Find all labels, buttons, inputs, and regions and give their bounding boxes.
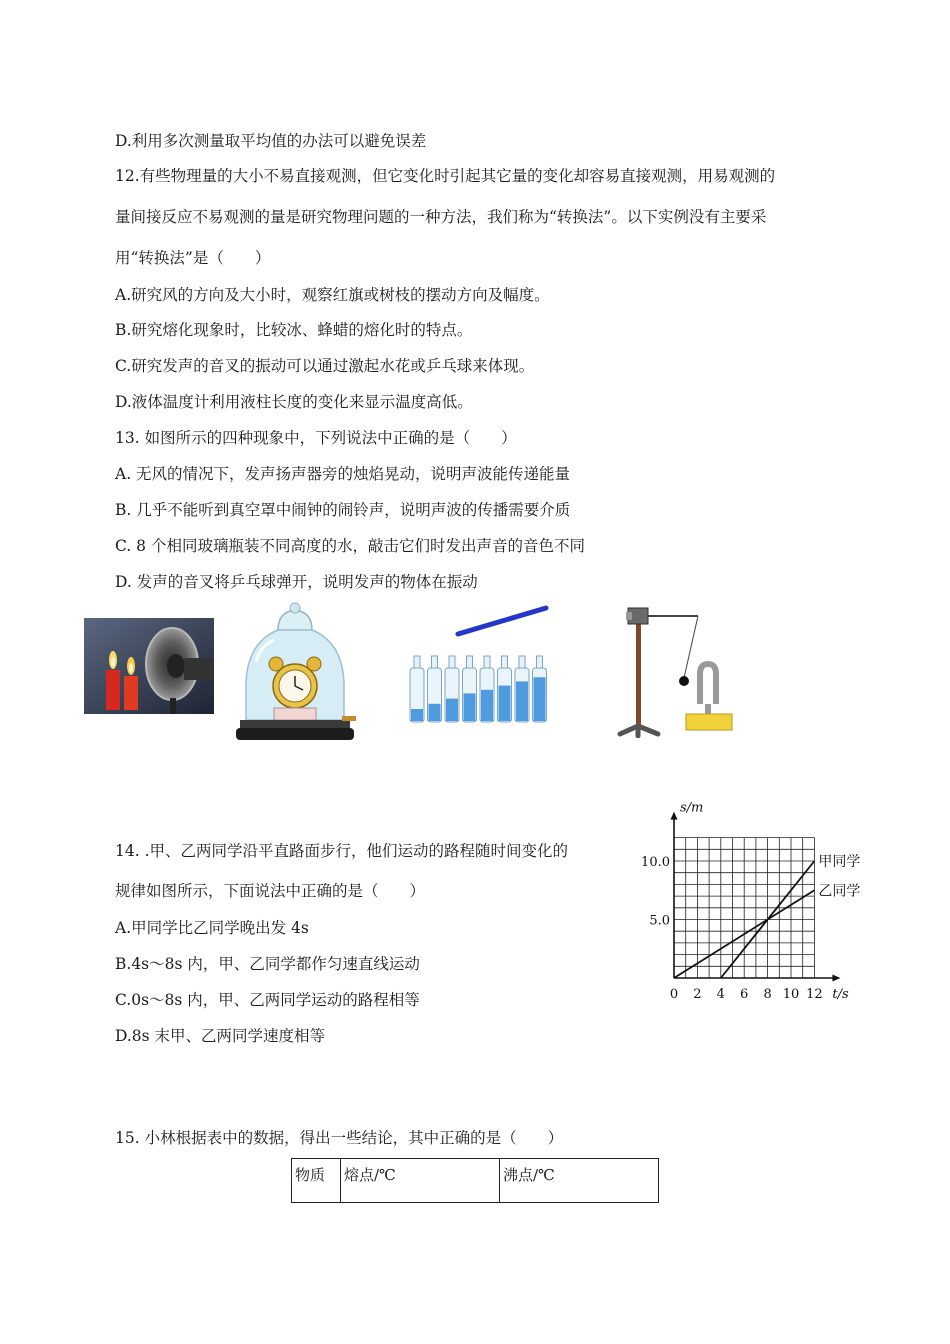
q11-option-d: D.利用多次测量取平均值的办法可以避免误差 [115, 132, 427, 150]
q12-option-a: A.研究风的方向及大小时，观察红旗或树枝的摆动方向及幅度。 [115, 286, 550, 304]
series-label: 甲同学 [818, 854, 861, 870]
q13-stem: 13. 如图所示的四种现象中，下列说法中正确的是（ ） [115, 429, 517, 447]
bottle [428, 656, 442, 722]
y-tick-label: 5.0 [649, 913, 670, 929]
x-tick-label: 6 [740, 987, 749, 1002]
q15-stem: 15. 小林根据表中的数据，得出一些结论，其中正确的是（ ） [115, 1129, 564, 1147]
series-label: 乙同学 [818, 883, 861, 900]
q12-stem-line3: 用“转换法”是（ ） [115, 249, 271, 267]
table-header-cell: 沸点/℃ [500, 1159, 659, 1203]
q14-option-a: A.甲同学比乙同学晚出发 4s [115, 919, 309, 937]
q14-stem-line2: 规律如图所示，下面说法中正确的是（ ） [115, 882, 426, 900]
q12-stem-line2: 量间接反应不易观测的量是研究物理问题的一种方法，我们称为“转换法”。以下实例没有主要采 [115, 208, 767, 226]
properties-table [291, 1158, 659, 1203]
y-tick-label: 10.0 [641, 855, 670, 870]
q12-option-d: D.液体温度计利用液柱长度的变化来显示温度高低。 [115, 393, 473, 411]
q13-option-b: B. 几乎不能听到真空罩中闹钟的闹铃声，说明声波的传播需要介质 [115, 501, 571, 519]
speaker-candle-figure [84, 618, 214, 714]
x-axis-label: t/s [832, 987, 849, 1002]
x-tick-label: 2 [693, 987, 702, 1002]
table-header-cell: 物质 [292, 1159, 341, 1203]
q14-option-b: B.4s～8s 内，甲、乙同学都作匀速直线运动 [115, 955, 420, 973]
bottle [533, 656, 547, 722]
tuning-fork-figure [616, 604, 736, 738]
y-axis-label: s/m [680, 800, 704, 816]
x-tick-label: 0 [669, 987, 679, 1002]
table-header-row [292, 1159, 659, 1203]
table-header-cell: 熔点/℃ [341, 1159, 500, 1203]
x-tick-label: 10 [782, 987, 800, 1002]
x-tick-label: 8 [763, 987, 772, 1002]
s-t-graph [632, 798, 872, 1008]
q12-option-b: B.研究熔化现象时，比较冰、蜂蜡的熔化时的特点。 [115, 321, 473, 339]
bell-jar-clock-figure [234, 602, 356, 744]
graph-grid [674, 838, 814, 978]
q13-option-a: A. 无风的情况下，发声扬声器旁的烛焰晃动，说明声波能传递能量 [115, 465, 571, 483]
x-tick-label: 4 [716, 987, 725, 1002]
water-bottles-figure [406, 604, 552, 724]
x-tick-label: 12 [806, 987, 823, 1002]
q12-stem-line1: 12.有些物理量的大小不易直接观测，但它变化时引起其它量的变化却容易直接观测，用易观测的 [115, 167, 776, 185]
q12-option-c: C.研究发声的音叉的振动可以通过激起水花或乒乓球来体现。 [115, 357, 535, 375]
graph-axes [671, 812, 841, 982]
q14-option-c: C.0s～8s 内，甲、乙两同学运动的路程相等 [115, 991, 420, 1009]
bottle [515, 656, 529, 722]
q14-option-d: D.8s 末甲、乙两同学速度相等 [115, 1027, 326, 1045]
bottle [445, 656, 459, 722]
q14-stem-line1: 14. .甲、乙两同学沿平直路面步行，他们运动的路程随时间变化的 [115, 842, 569, 860]
bottle [463, 656, 477, 722]
bottle [410, 656, 424, 722]
q13-option-c: C. 8 个相同玻璃瓶装不同高度的水，敲击它们时发出声音的音色不同 [115, 537, 585, 555]
q13-option-d: D. 发声的音叉将乒乓球弹开，说明发声的物体在振动 [115, 573, 478, 591]
bottle [480, 656, 494, 722]
bottle [498, 656, 512, 722]
